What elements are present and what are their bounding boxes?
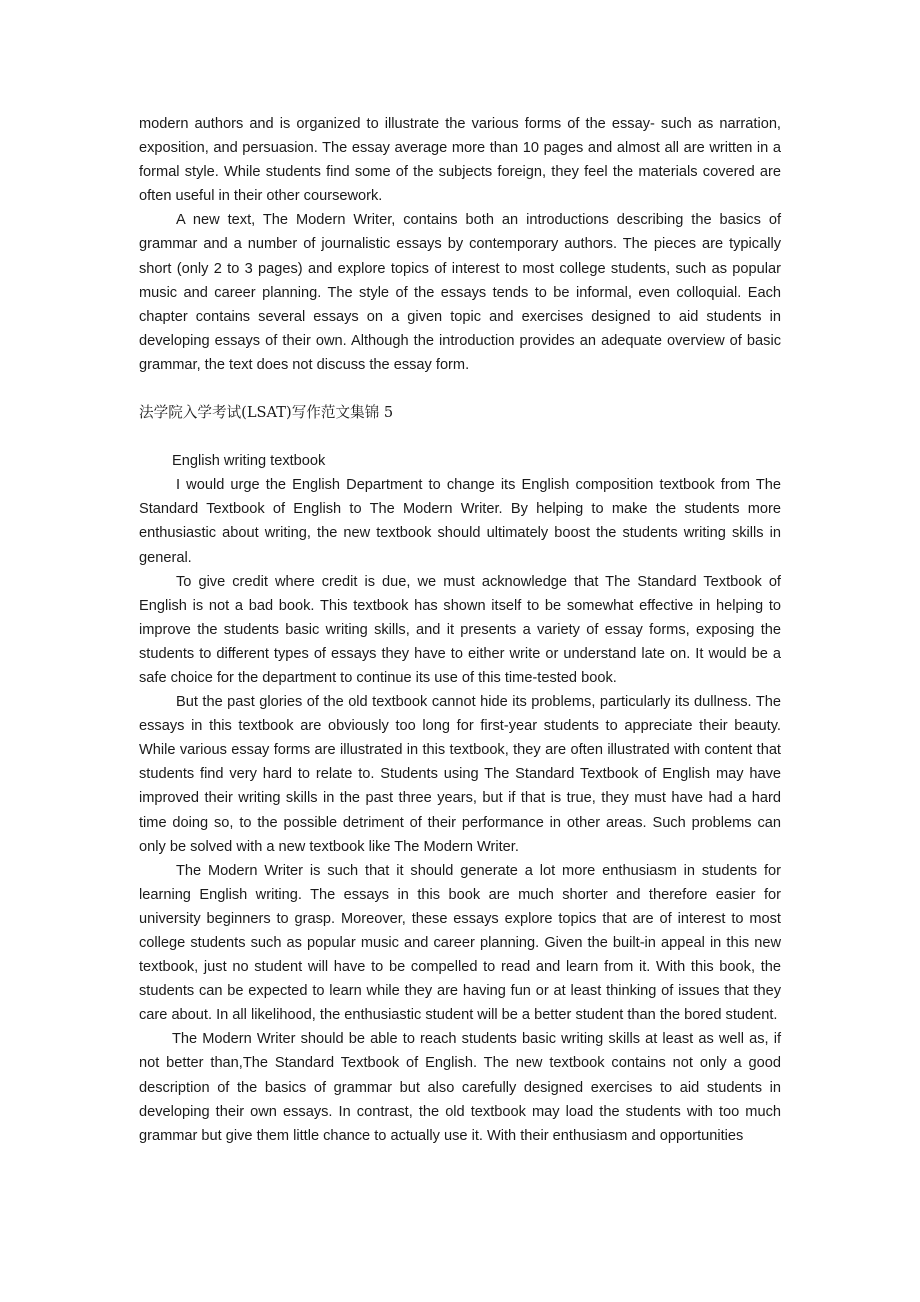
essay-title: English writing textbook [172,453,326,470]
essay-paragraph-3: But the past glories of the old textbook cannot hide its problems, particularly its dullness. The essays in this textbook are obviously too long for first-year students to appreciate their beauty. While various essay forms are illustrated in this textbook, they are often illustrated with content that students find very hard to relate to. Students using The Standard Textbook of English may have improved their writing skills in the past three years, but if that is true, they must have had a hard time doing so, to the possible detriment of their performance in other areas. Such problems can only be solved with a new textbook like The Modern Writer. [139,694,781,855]
document-page [139,112,781,1148]
intro-paragraph-1: modern authors and is organized to illustrate the various forms of the essay- such as narration, exposition, and persuasion. The essay average more than 10 pages and almost all are written in a formal style. While students find some of the subjects foreign, they feel the materials covered are often useful in their other coursework. [139,116,781,205]
intro-paragraph-2: A new text, The Modern Writer, contains both an introductions describing the basics of grammar and a number of journalistic essays by contemporary authors. The pieces are typically short (only 2 to 3 pages) and explore topics of interest to most college students, such as popular music and career planning. The style of the essays tends to be informal, even colloquial. Each chapter contains several essays on a given topic and exercises designed to aid students in developing essays of their own. Although the introduction provides an adequate overview of basic grammar, the text does not discuss the essay form. [139,212,781,373]
essay-paragraph-2: To give credit where credit is due, we must acknowledge that The Standard Textbook of English is not a bad book. This textbook has shown itself to be somewhat effective in helping to improve the students basic writing skills, and it presents a variety of essay forms, exposing the students to different types of essays they have to either write or understand late on. It would be a safe choice for the department to continue its use of this time-tested book. [139,573,781,686]
section-title: 法学院入学考试(LSAT)写作范文集锦 5 [139,404,394,422]
essay-paragraph-5: The Modern Writer should be able to reach students basic writing skills at least as well as, if not better than,The Standard Textbook of English. The new textbook contains not only a good description of the basics of grammar but also carefully designed exercises to aid students in developing their own essays. In contrast, the old textbook may load the students with too much grammar but give them little chance to actually use it. With their enthusiasm and opportunities [139,1031,781,1144]
essay-paragraph-4: The Modern Writer is such that it should generate a lot more enthusiasm in students for learning English writing. The essays in this book are much shorter and therefore easier for university beginners to grasp. Moreover, these essays explore topics that are of interest to most college students such as popular music and career planning. Given the built-in appeal in this new textbook, just no student will have to be compelled to read and learn from it. With this book, the students can be expected to learn while they are having fun or at least thinking of issues that they care about. In all likelihood, the enthusiastic student will be a better student than the bored student. [139,862,781,1024]
essay-paragraph-1: I would urge the English Department to change its English composition textbook from The Standard Textbook of English to The Modern Writer. By helping to make the students more enthusiastic about writing, the new textbook should ultimately boost the students writing skills in general. [139,477,781,566]
